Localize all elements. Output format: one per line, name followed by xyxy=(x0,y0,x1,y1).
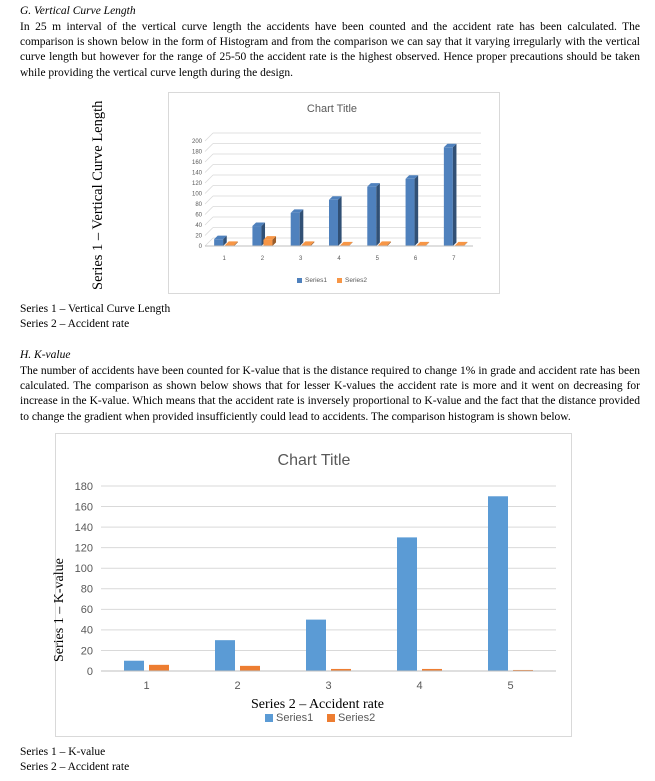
x-tick-label: 3 xyxy=(299,256,303,262)
y-tick-label: 160 xyxy=(191,160,202,167)
gridline-depth xyxy=(205,196,213,204)
x-tick-label: 1 xyxy=(143,680,150,692)
y-tick-label: 180 xyxy=(74,480,93,493)
bar-side-series1 xyxy=(338,196,342,246)
bar-top-series2 xyxy=(225,241,238,245)
legend-note-accident-rate: Series 2 – Accident rate xyxy=(20,761,130,773)
legend-label-series1: Series1 xyxy=(276,712,314,724)
gridline-depth xyxy=(205,144,213,152)
x-tick-label: 6 xyxy=(413,256,418,262)
y-tick-label: 140 xyxy=(191,170,202,177)
bar-series2 xyxy=(149,665,169,671)
chart-title: Chart Title xyxy=(277,452,351,469)
bar-series1 xyxy=(252,226,261,246)
gridline-depth xyxy=(205,186,213,194)
gridline-depth xyxy=(205,207,213,215)
y-tick-label: 20 xyxy=(195,233,202,240)
legend-note-series1: Series 1 – Vertical Curve Length xyxy=(20,303,171,315)
y-tick-label: 80 xyxy=(195,202,202,209)
x-tick-label: 7 xyxy=(452,256,456,262)
x-tick-label: 4 xyxy=(416,680,423,692)
legend-swatch-series1 xyxy=(265,714,273,722)
gridline-depth xyxy=(205,217,213,225)
bar-series1 xyxy=(124,661,144,671)
chart-title: Chart Title xyxy=(306,103,358,115)
y-tick-label: 0 xyxy=(198,244,202,251)
bar-side-series1 xyxy=(453,144,457,246)
bar-series1 xyxy=(291,213,300,246)
x-tick-label: 2 xyxy=(234,680,241,692)
y-tick-label: 120 xyxy=(74,542,93,555)
gridline-depth xyxy=(205,175,213,183)
bar-series1 xyxy=(444,147,453,246)
section-heading-k-value: H. K-value xyxy=(20,349,71,361)
x-tick-label: 2 xyxy=(260,256,265,262)
x-tick-label: 1 xyxy=(222,256,226,262)
gridline-depth xyxy=(205,165,213,173)
bar-series1 xyxy=(214,239,223,246)
bar-series2 xyxy=(240,666,260,671)
x-tick-label: 4 xyxy=(337,256,341,262)
y-tick-label: 140 xyxy=(74,521,93,534)
y-tick-label: 160 xyxy=(74,501,93,514)
bar-side-series1 xyxy=(300,209,304,246)
bar-top-series2 xyxy=(455,242,468,246)
legend-label-series1: Series1 xyxy=(305,277,328,284)
x-tick-label: 5 xyxy=(507,680,514,692)
bar-side-series1 xyxy=(376,183,380,246)
y-tick-label: 200 xyxy=(191,139,202,146)
bar-series1 xyxy=(397,537,417,671)
y-tick-label: 40 xyxy=(195,223,202,230)
legend-swatch-series1 xyxy=(297,278,302,283)
bar-top-series2 xyxy=(417,242,430,246)
legend-swatch-series2 xyxy=(327,714,335,722)
legend-note-k-value: Series 1 – K-value xyxy=(20,746,106,758)
chart2-side-label: Series 1 – K-value xyxy=(52,558,67,662)
section-heading-vertical-curve-length: G. Vertical Curve Length xyxy=(20,5,136,17)
section-paragraph-vertical-curve-length: In 25 m interval of the vertical curve length the accidents have been counted and the accident rate has been calculated. The comparison is shown below in the form of Histogram and from the comparison we can say that it varying irregularly with the vertical curve length but however for the range of 25-50 the accident rate is the highest observed. Hence proper precautions should be taken while providing the vertical curve length during the design. xyxy=(20,21,640,79)
bar-top-series2 xyxy=(302,241,315,245)
y-tick-label: 0 xyxy=(86,665,93,678)
bar-series1 xyxy=(367,187,376,246)
section-paragraph-k-value: The number of accidents have been counted for K-value that is the distance required to change 1% in grade and accident rate has been calculated. The comparison as shown below shows that for lesser K-values the accident rate is more and it went on decreasing for increase in the K-value. Which means that the accident rate is inversely proportional to K-value and the fact that the distance provided to change the gradient when provided insufficiently could lead to accidents. The comparison histogram is shown below. xyxy=(20,365,640,423)
gridline-depth xyxy=(205,228,213,236)
chart-vertical-curve-length xyxy=(168,92,500,294)
bar-series1 xyxy=(488,496,508,671)
gridline-depth xyxy=(205,154,213,162)
bar-series1 xyxy=(406,179,415,246)
x-tick-label: 3 xyxy=(325,680,332,692)
bar-series1 xyxy=(306,620,326,671)
legend-note-series2: Series 2 – Accident rate xyxy=(20,318,130,330)
bar-top-series2 xyxy=(340,242,353,246)
gridline-depth xyxy=(205,133,213,141)
x-tick-label: 5 xyxy=(375,256,379,262)
y-tick-label: 100 xyxy=(74,563,93,576)
bar-series2 xyxy=(263,240,272,246)
y-tick-label: 60 xyxy=(80,604,93,617)
bar-series1 xyxy=(329,200,338,246)
chart-k-value xyxy=(55,433,572,737)
chart1-side-label: Series 1 – Vertical Curve Length xyxy=(90,100,106,290)
legend-label-series2: Series2 xyxy=(338,712,376,724)
legend-label-series2: Series2 xyxy=(345,277,368,284)
y-tick-label: 40 xyxy=(80,624,93,637)
chart1-svg xyxy=(169,93,499,293)
y-tick-label: 180 xyxy=(191,149,202,156)
chart2-bottom-label: Series 2 – Accident rate xyxy=(251,697,384,712)
y-tick-label: 100 xyxy=(191,191,202,198)
gridline-depth xyxy=(205,238,213,246)
legend-swatch-series2 xyxy=(337,278,342,283)
y-tick-label: 20 xyxy=(80,645,93,658)
y-tick-label: 120 xyxy=(191,181,202,188)
bar-side-series1 xyxy=(415,175,419,246)
y-tick-label: 60 xyxy=(195,212,202,219)
y-tick-label: 80 xyxy=(80,583,93,596)
bar-series1 xyxy=(215,640,235,671)
bar-top-series2 xyxy=(378,241,391,245)
chart2-svg xyxy=(56,434,571,736)
